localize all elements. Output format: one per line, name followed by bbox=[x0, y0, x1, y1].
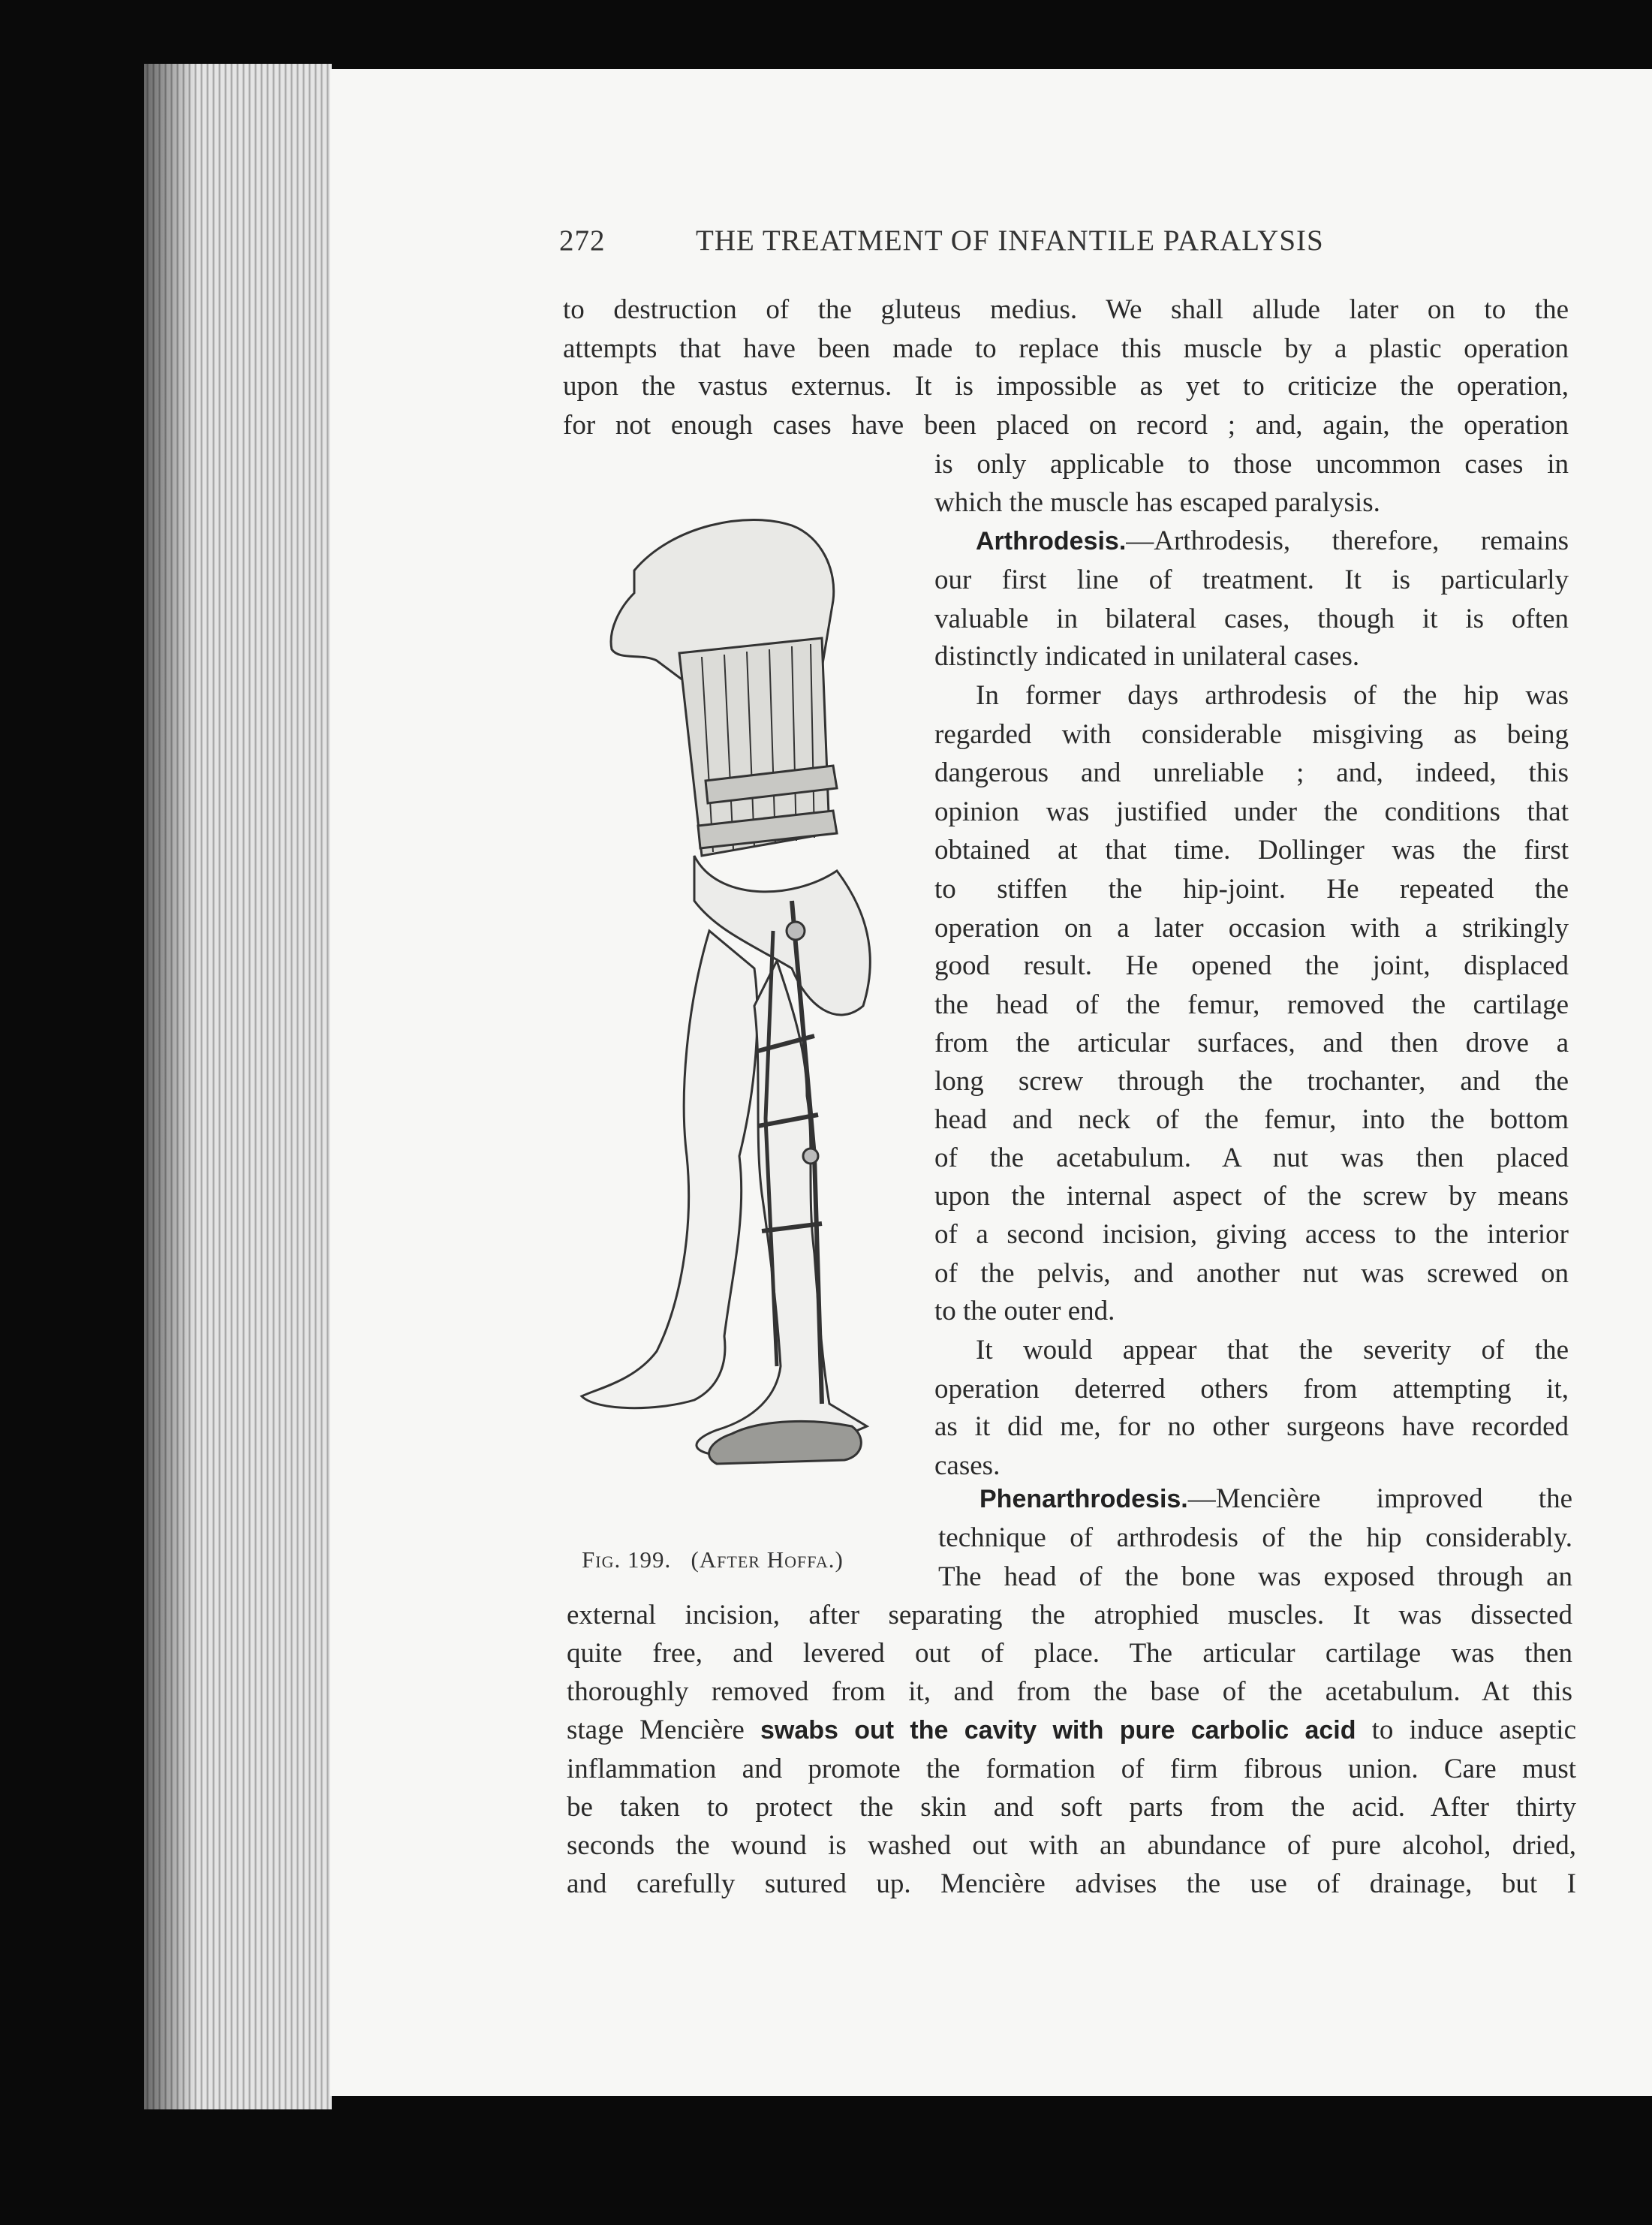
text-line: quite free, and levered out of place. The articular cartilage was then bbox=[567, 1638, 1572, 1669]
text-span: stage Mencière bbox=[567, 1715, 760, 1745]
text-line: regarded with considerable misgiving as being bbox=[934, 719, 1569, 750]
text-line: long screw through the trochanter, and the bbox=[934, 1066, 1569, 1097]
text-line: operation on a later occasion with a strikingly bbox=[934, 913, 1569, 944]
text-line: to stiffen the hip-joint. He repeated the bbox=[934, 874, 1569, 905]
text-line: of the acetabulum. A nut was then placed bbox=[934, 1143, 1569, 1173]
text-line: obtained at that time. Dollinger was the first bbox=[934, 835, 1569, 866]
text-line: which the muscle has escaped paralysis. bbox=[934, 487, 1380, 518]
section-heading-arthrodesis: Arthrodesis. bbox=[976, 527, 1127, 555]
text-line: of the pelvis, and another nut was screwed on bbox=[934, 1258, 1569, 1289]
text-line: external incision, after separating the atrophied muscles. It was dissected bbox=[567, 1600, 1572, 1630]
text-line: our first line of treatment. It is particularly bbox=[934, 565, 1569, 595]
carbolic-line bbox=[567, 1712, 1576, 1749]
page-number: 272 bbox=[559, 224, 606, 257]
text-line: In former days arthrodesis of the hip was bbox=[976, 680, 1569, 711]
text-line: upon the internal aspect of the screw by means bbox=[934, 1181, 1569, 1212]
figure-caption bbox=[582, 1546, 844, 1573]
text-line: opinion was justified under the conditions that bbox=[934, 796, 1569, 827]
arthrodesis-heading-line bbox=[976, 522, 1569, 560]
text-line: inflammation and promote the formation of firm fibrous union. Care must bbox=[567, 1754, 1576, 1784]
text-line: The head of the bone was exposed through an bbox=[938, 1561, 1572, 1592]
brace-joint bbox=[787, 922, 805, 940]
text-line: of a second incision, giving access to the interior bbox=[934, 1219, 1569, 1250]
text-line: operation deterred others from attempting it, bbox=[934, 1374, 1569, 1405]
emphasis-text: swabs out the cavity with pure carbolic acid bbox=[760, 1716, 1356, 1745]
running-title: THE TREATMENT OF INFANTILE PARALYSIS bbox=[696, 224, 1324, 257]
text-line: to the outer end. bbox=[934, 1296, 1115, 1326]
figure-attribution: (After Hoffa.) bbox=[691, 1546, 844, 1573]
text-line: from the articular surfaces, and then drove a bbox=[934, 1028, 1569, 1058]
text-line: distinctly indicated in unilateral cases. bbox=[934, 641, 1360, 672]
text-line: upon the vastus externus. It is impossible as yet to criticize the operation, bbox=[563, 371, 1569, 402]
text-line: dangerous and unreliable ; and, indeed, this bbox=[934, 757, 1569, 788]
text-line: and carefully sutured up. Mencière advises the use of drainage, but I bbox=[567, 1868, 1576, 1899]
text-line: to destruction of the gluteus medius. We shall allude later on to the bbox=[563, 294, 1569, 325]
bare-leg bbox=[582, 931, 757, 1408]
text-line: head and neck of the femur, into the bottom bbox=[934, 1104, 1569, 1135]
text-line: good result. He opened the joint, displaced bbox=[934, 950, 1569, 981]
text-line: the head of the femur, removed the cartilage bbox=[934, 989, 1569, 1020]
phenarthrodesis-heading-line bbox=[979, 1480, 1572, 1518]
section-heading-phenarthrodesis: Phenarthrodesis. bbox=[979, 1485, 1188, 1513]
leg-brace-illustration bbox=[567, 480, 919, 1531]
text-line: is only applicable to those uncommon cases in bbox=[934, 449, 1569, 480]
text-line: thoroughly removed from it, and from the base of the acetabulum. At this bbox=[567, 1676, 1572, 1707]
text-line: as it did me, for no other surgeons have recorded bbox=[934, 1411, 1569, 1442]
text-line: valuable in bilateral cases, though it is often bbox=[934, 604, 1569, 634]
text-line: attempts that have been made to replace this muscle by a plastic operation bbox=[563, 333, 1569, 364]
text-line: seconds the wound is washed out with an abundance of pure alcohol, dried, bbox=[567, 1830, 1576, 1861]
text-line: be taken to protect the skin and soft parts from the acid. After thirty bbox=[567, 1792, 1576, 1823]
figure-label: Fig. 199. bbox=[582, 1546, 672, 1573]
text-span: —Mencière improved the bbox=[1187, 1483, 1572, 1514]
text-span: to induce aseptic bbox=[1356, 1715, 1576, 1745]
text-line: cases. bbox=[934, 1450, 1001, 1481]
text-line: It would appear that the severity of the bbox=[976, 1335, 1569, 1365]
text-line: for not enough cases have been placed on record ; and, again, the operation bbox=[563, 410, 1569, 441]
text-line: technique of arthrodesis of the hip considerably. bbox=[938, 1522, 1572, 1553]
text-span: —Arthrodesis, therefore, remains bbox=[1126, 525, 1569, 556]
brace-joint bbox=[803, 1149, 818, 1164]
